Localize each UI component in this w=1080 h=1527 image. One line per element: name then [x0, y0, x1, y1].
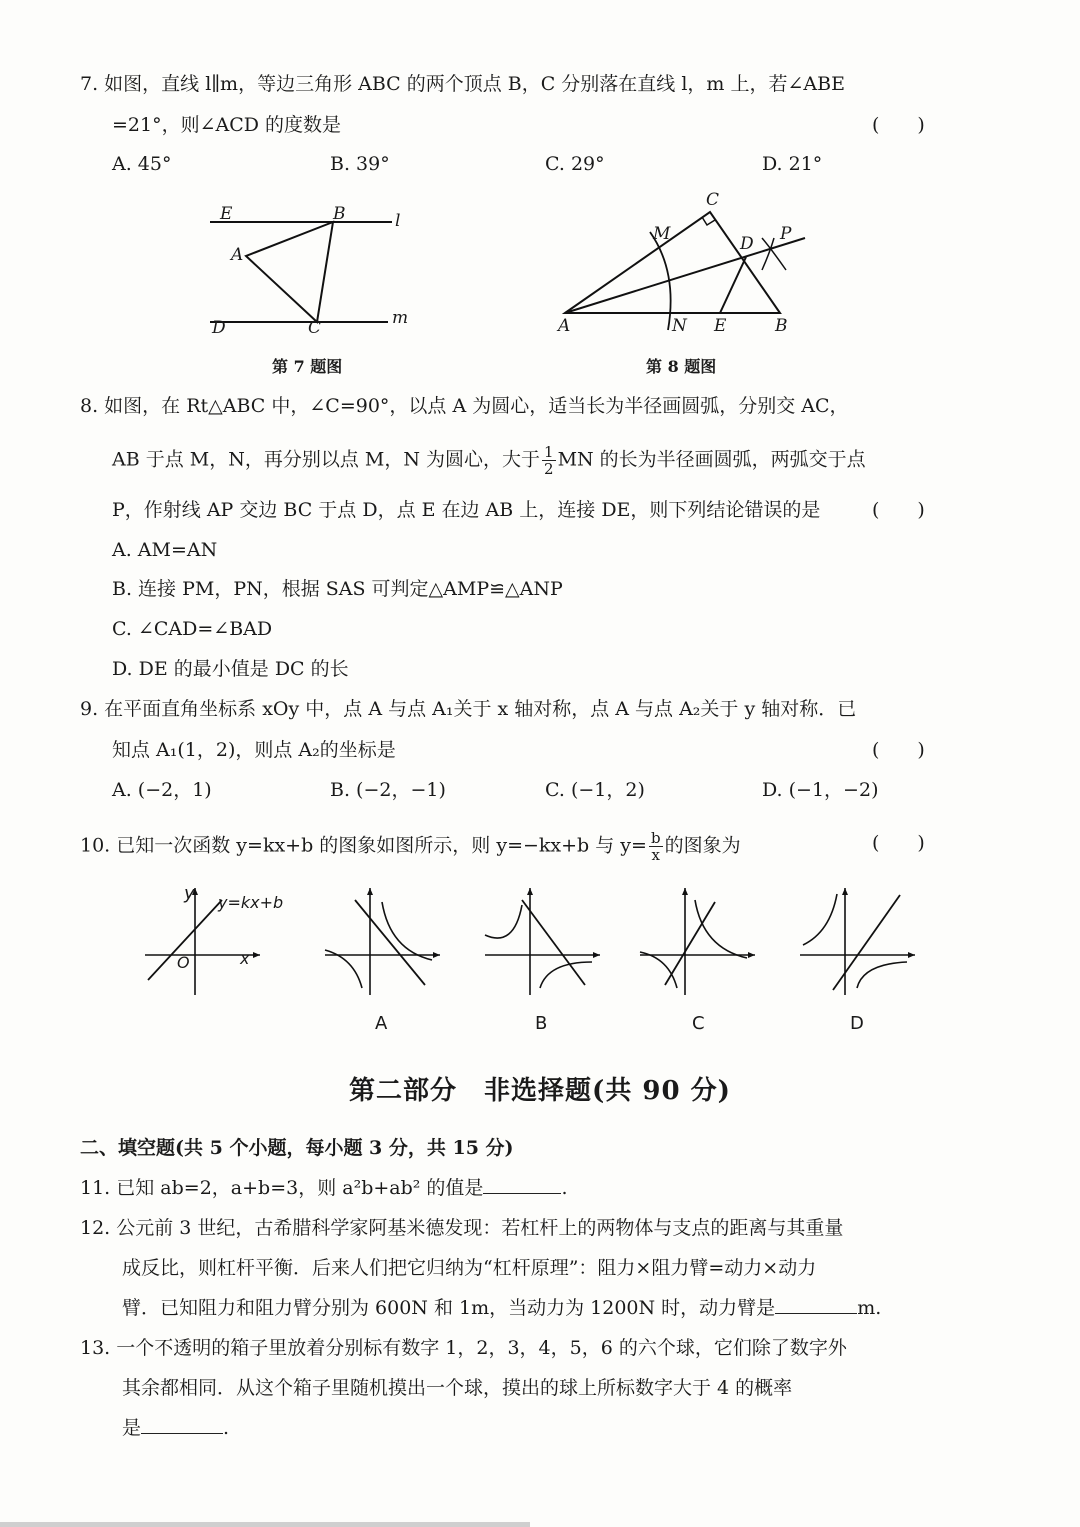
page-bottom-edge [0, 1522, 530, 1527]
q10-given-line-label: y=kx+b [218, 893, 284, 912]
q9-line1: 9. 在平面直角坐标系 xOy 中，点 A 与点 A₁关于 x 轴对称，点 A 与点 A₂关于 y 轴对称．已 [80, 698, 857, 720]
q10-graph-a [320, 880, 450, 1000]
q8-label-d: D [740, 234, 754, 254]
q7-line2: =21°，则∠ACD 的度数是 [112, 114, 342, 136]
q7-figure-caption: 第 7 题图 [272, 357, 343, 376]
q10-choice-d: D [850, 1013, 864, 1034]
q11-answer-blank[interactable] [483, 1175, 561, 1194]
q8-label-e: E [714, 316, 727, 336]
q8-line2-start: AB 于点 M，N，再分别以点 M，N 为圆心，大于 [112, 448, 541, 471]
q8-label-m: M [653, 224, 671, 244]
q9-option-b: B. (−2，−1) [330, 779, 446, 801]
q12-line3-text: 臂．已知阻力和阻力臂分别为 600N 和 1m，当动力为 1200N 时，动力臂是 [122, 1297, 776, 1319]
q7-option-c: C. 29° [545, 153, 605, 175]
q10-line1-end: 的图象为 [664, 834, 741, 857]
q10-line1-start: 10. 已知一次函数 y=kx+b 的图象如图所示，则 y=−kx+b 与 y= [80, 834, 647, 857]
q8-fraction: $\frac{1}{2}$ [544, 443, 554, 478]
q7-label-a: A [231, 245, 244, 265]
q9-line2: 知点 A₁(1，2)，则点 A₂的坐标是 [112, 739, 396, 761]
q7-answer-paren: ( ) [872, 114, 925, 136]
q12-line1: 12. 公元前 3 世纪，古希腊科学家阿基米德发现：若杠杆上的两物体与支点的距离与其重量 [80, 1217, 844, 1239]
q7-label-d: D [212, 318, 226, 338]
q7-label-b: B [333, 204, 346, 224]
q11-line [80, 1175, 567, 1201]
q13-answer-blank[interactable] [141, 1415, 223, 1434]
q8-label-c: C [706, 190, 720, 210]
q9-option-d: D. (−1，−2) [762, 779, 879, 801]
q10-given-origin: O [177, 953, 190, 972]
q10-given-axis-y: y [184, 883, 195, 904]
q13-line2: 其余都相同．从这个箱子里随机摸出一个球，摸出的球上所标数字大于 4 的概率 [122, 1377, 793, 1399]
q8-label-p: P [780, 224, 792, 244]
q10-fraction: $\frac{b}{x}$ [650, 829, 661, 864]
q11-period: . [561, 1177, 568, 1199]
q8-line2-end: MN 的长为半径画圆弧，两弧交于点 [557, 448, 866, 471]
q7-label-e: E [220, 204, 233, 224]
q8-answer-paren: ( ) [872, 499, 925, 521]
q11-text: 11. 已知 ab=2，a+b=3，则 a²b+ab² 的值是 [80, 1177, 484, 1199]
q10-line1 [80, 830, 741, 863]
q7-label-l: l [395, 211, 401, 231]
q7-option-a: A. 45° [112, 153, 172, 175]
q12-line2: 成反比，则杠杆平衡．后来人们把它归纳为“杠杆原理”：阻力×阻力臂=动力×动力 [122, 1257, 817, 1279]
q12-unit: m. [857, 1297, 882, 1319]
q9-option-a: A. (−2，1) [112, 779, 212, 801]
q13-line1: 13. 一个不透明的箱子里放着分别标有数字 1，2，3，4，5，6 的六个球，它们除了数字外 [80, 1337, 847, 1359]
q10-choice-c: C [692, 1013, 705, 1034]
q10-choice-a: A [375, 1013, 388, 1034]
q7-label-c: C [308, 318, 322, 338]
q12-line3 [122, 1295, 881, 1321]
q9-option-c: C. (−1，2) [545, 779, 645, 801]
q8-option-b: B. 连接 PM，PN，根据 SAS 可判定△AMP≌△ANP [112, 578, 563, 600]
q10-choice-b: B [535, 1013, 548, 1034]
q9-answer-paren: ( ) [872, 739, 925, 761]
q10-graph-c [635, 880, 765, 1000]
q8-label-n: N [672, 316, 687, 336]
q7-line1: 7. 如图，直线 l∥m，等边三角形 ABC 的两个顶点 B，C 分别落在直线 l，m 上，若∠ABE [80, 73, 845, 95]
q8-option-c: C. ∠CAD=∠BAD [112, 618, 273, 640]
q7-option-b: B. 39° [330, 153, 390, 175]
q8-option-a: A. AM=AN [112, 539, 218, 561]
q8-line1: 8. 如图，在 Rt△ABC 中，∠C=90°，以点 A 为圆心，适当长为半径画圆弧，分别交 AC， [80, 395, 849, 417]
q12-answer-blank[interactable] [775, 1295, 857, 1314]
q8-label-a: A [558, 316, 571, 336]
q10-given-axis-x: x [240, 949, 250, 968]
q13-line3-text: 是 [122, 1417, 142, 1439]
q8-option-d: D. DE 的最小值是 DC 的长 [112, 658, 349, 680]
q13-period: . [223, 1417, 230, 1439]
section-fill-blank-heading: 二、填空题(共 5 个小题，每小题 3 分，共 15 分) [80, 1137, 514, 1159]
q10-graph-b [480, 880, 610, 1000]
q8-figure-caption: 第 8 题图 [646, 357, 717, 376]
q10-answer-paren: ( ) [872, 832, 925, 854]
q10-graph-d [795, 880, 925, 1000]
q8-label-b: B [775, 316, 788, 336]
q7-label-m: m [392, 308, 409, 328]
q8-line3: P，作射线 AP 交边 BC 于点 D，点 E 在边 AB 上，连接 DE，则下列结论错误的是 [112, 499, 821, 521]
q13-line3 [122, 1415, 229, 1441]
part2-title: 第二部分 非选择题(共 90 分) [349, 1076, 731, 1106]
q8-line2 [112, 444, 866, 477]
q7-option-d: D. 21° [762, 153, 823, 175]
